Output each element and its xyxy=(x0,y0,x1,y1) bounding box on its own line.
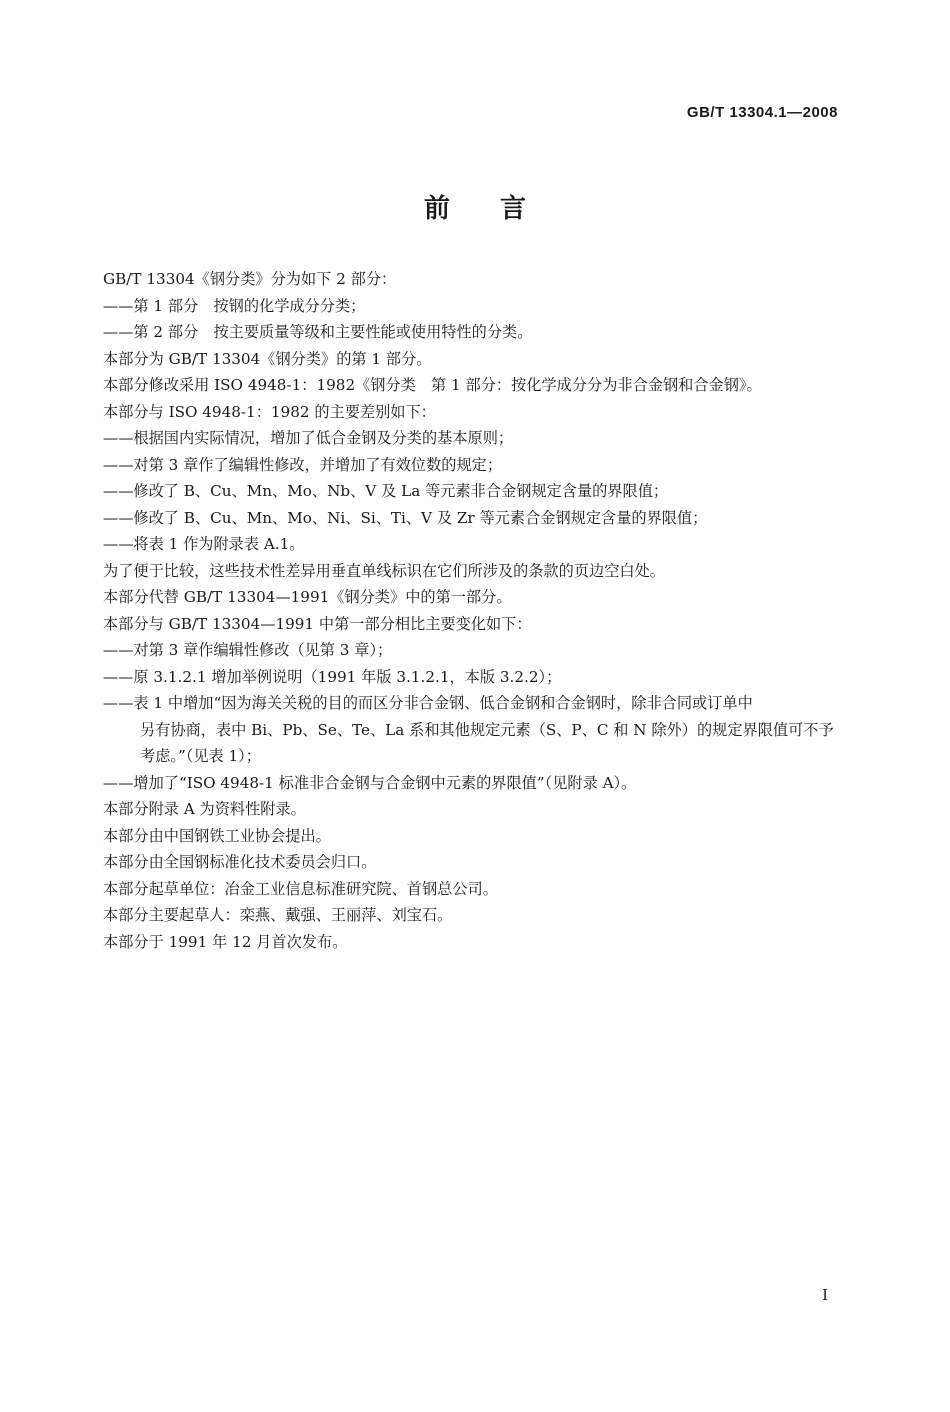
list-item: ——增加了“ISO 4948-1 标准非合金钢与合金钢中元素的界限值”（见附录 A）。 xyxy=(103,773,637,792)
list-item: ——第 1 部分 按钢的化学成分分类； xyxy=(103,296,366,315)
list-item: ——对第 3 章作了编辑性修改，并增加了有效位数的规定； xyxy=(103,455,503,474)
list-item: ——表 1 中增加“因为海关关税的目的而区分非合金钢、低合金钢和合金钢时，除非合同或订单中 xyxy=(103,694,753,712)
paragraph-line: 本部分为 GB/T 13304《钢分类》的第 1 部分。 xyxy=(103,349,432,368)
list-item: ——原 3.1.2.1 增加举例说明（1991 年版 3.1.2.1，本版 3.2.2）； xyxy=(103,667,562,686)
paragraph-line: 本部分于 1991 年 12 月首次发布。 xyxy=(103,932,348,951)
standard-code: GB/T 13304.1—2008 xyxy=(686,104,838,121)
list-item: ——根据国内实际情况，增加了低合金钢及分类的基本原则； xyxy=(103,429,514,447)
list-item: ——对第 3 章作编辑性修改（见第 3 章）； xyxy=(103,641,393,659)
paragraph-line: 本部分与 ISO 4948-1：1982 的主要差别如下： xyxy=(103,402,436,421)
list-item: ——第 2 部分 按主要质量等级和主要性能或使用特性的分类。 xyxy=(103,323,533,341)
paragraph-line: 本部分由全国钢标准化技术委员会归口。 xyxy=(103,853,377,871)
list-item: ——将表 1 作为附录表 A.1。 xyxy=(103,535,305,553)
paragraph-line: 本部分起草单位：冶金工业信息标准研究院、首钢总公司。 xyxy=(103,879,498,898)
list-item: ——修改了 B、Cu、Mn、Mo、Nb、V 及 La 等元素非合金钢规定含量的界限值； xyxy=(103,482,669,500)
list-item-continuation: 另有协商，表中 Bi、Pb、Se、Te、La 系和其他规定元素（S、P、C 和 N 除外）的规定界限值可不予 xyxy=(140,720,834,739)
paragraph-line: 本部分代替 GB/T 13304—1991《钢分类》中的第一部分。 xyxy=(103,588,512,606)
page-number: I xyxy=(822,1286,828,1304)
paragraph-line: 本部分附录 A 为资料性附录。 xyxy=(103,800,306,818)
list-item-continuation: 考虑。”（见表 1）； xyxy=(140,747,261,765)
paragraph-line: 本部分由中国钢铁工业协会提出。 xyxy=(103,826,331,845)
foreword-body xyxy=(103,266,843,955)
paragraph-line: GB/T 13304《钢分类》分为如下 2 部分： xyxy=(103,270,397,288)
paragraph-line: 本部分修改采用 ISO 4948-1：1982《钢分类 第 1 部分：按化学成分分为非合金钢和合金钢》。 xyxy=(103,376,762,394)
paragraph-line: 本部分与 GB/T 13304—1991 中第一部分相比主要变化如下： xyxy=(103,614,532,633)
paragraph-line: 本部分主要起草人：栾燕、戴强、王丽萍、刘宝石。 xyxy=(103,906,453,924)
paragraph-line: 为了便于比较，这些技术性差异用垂直单线标识在它们所涉及的条款的页边空白处。 xyxy=(103,561,665,580)
list-item: ——修改了 B、Cu、Mn、Mo、Ni、Si、Ti、V 及 Zr 等元素合金钢规定含量的界限值； xyxy=(103,508,708,527)
page-title: 前言 xyxy=(423,194,576,224)
